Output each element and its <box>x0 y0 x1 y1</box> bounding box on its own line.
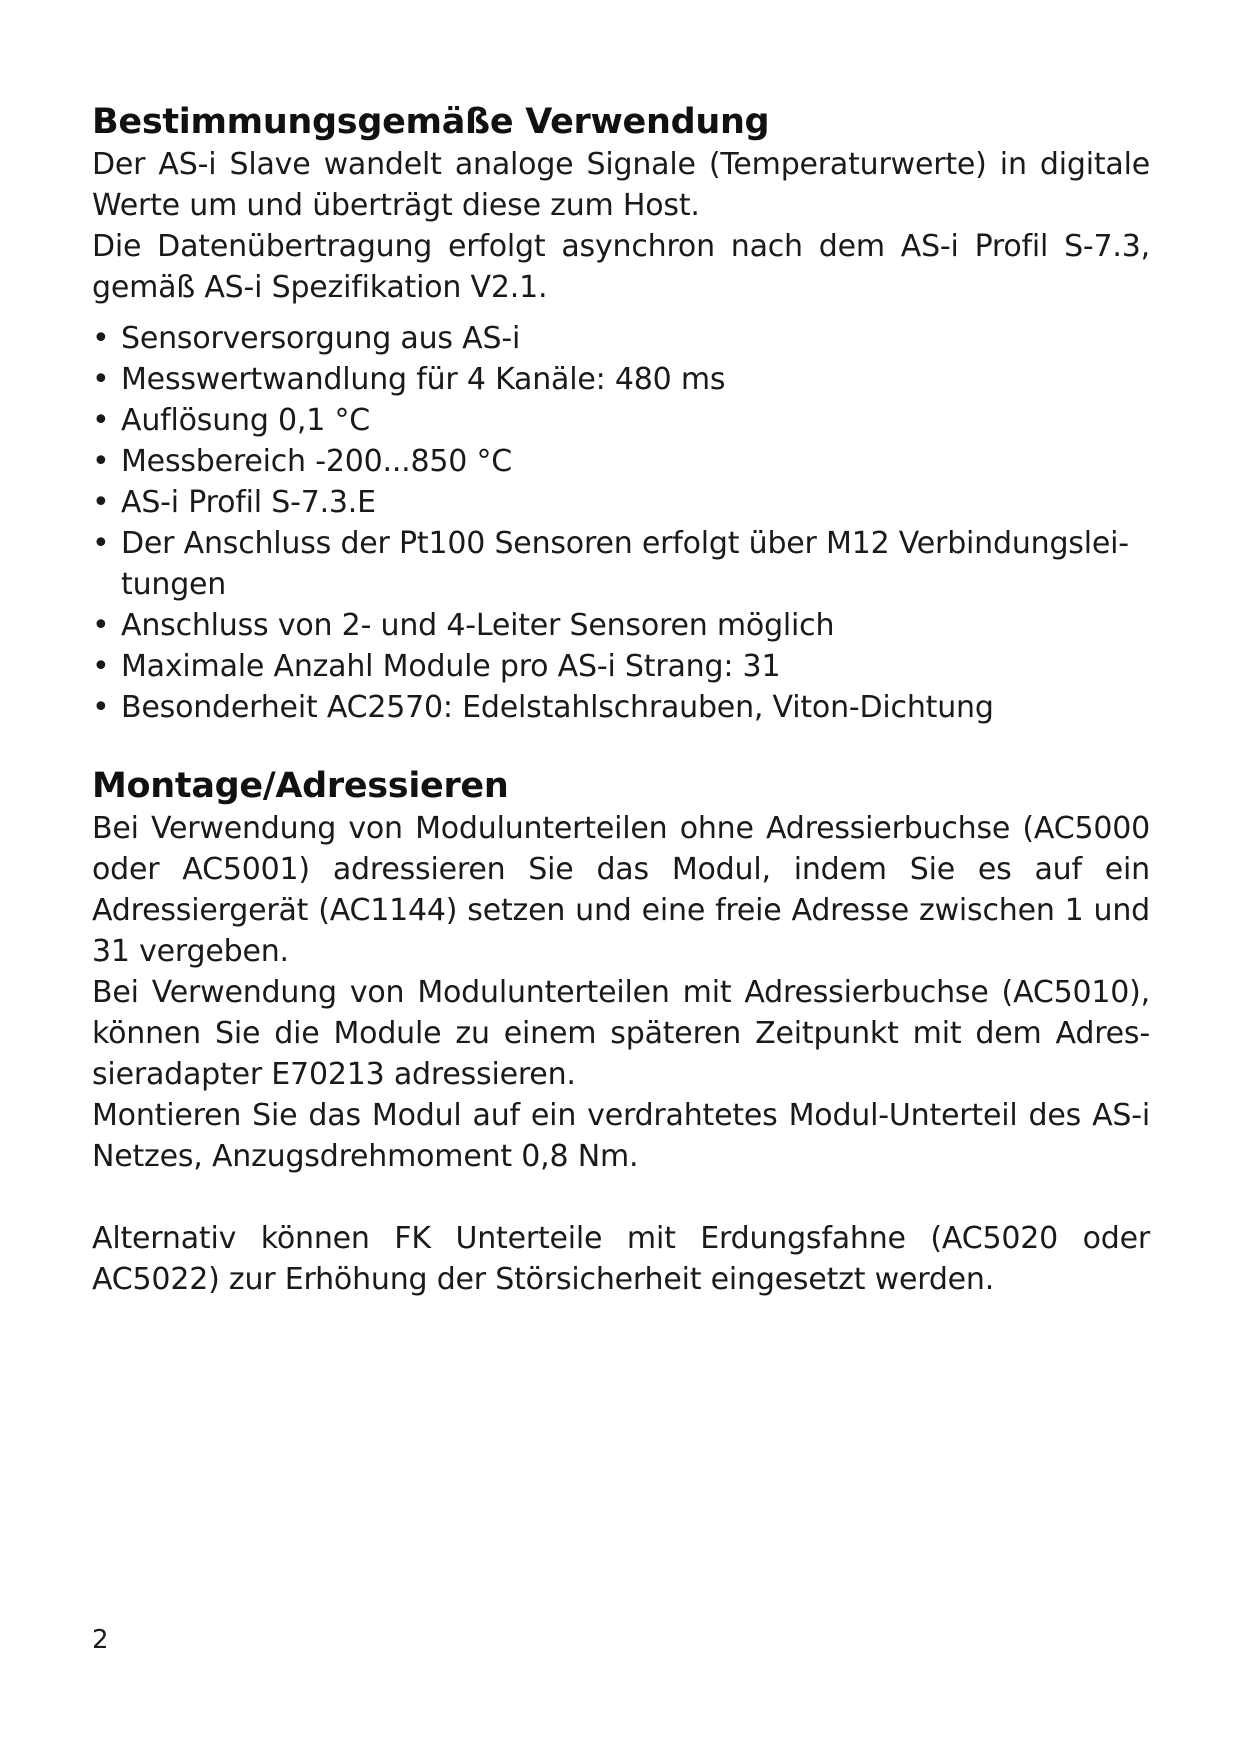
spacer <box>92 1177 1150 1218</box>
document-page <box>92 100 1150 1300</box>
list-item: • AS-i Profil S-7.3.E <box>92 482 1150 523</box>
list-item: • Anschluss von 2- und 4-Leiter Sensoren möglich <box>92 605 1150 646</box>
paragraph-mounting: Montieren Sie das Modul auf ein verdrahtetes Modul-Unterteil des AS-i Netzes, Anzugsdrehmoment 0,8 Nm. <box>92 1098 1150 1174</box>
spacer <box>92 308 1150 318</box>
spacer <box>92 728 1150 764</box>
list-item: • Der Anschluss der Pt100 Sensoren erfolgt über M12 Verbindungslei- tungen <box>92 523 1150 605</box>
bullet-icon: • <box>92 608 110 643</box>
bullet-icon: • <box>92 321 110 356</box>
list-item: • Maximale Anzahl Module pro AS-i Strang: 31 <box>92 646 1150 687</box>
bullet-icon: • <box>92 649 110 684</box>
section-intended-use <box>92 100 1150 728</box>
paragraph-data-transfer: Die Datenübertragung erfolgt asynchron nach dem AS-i Profil S-7.3, gemäß AS-i Spezifikation V2.1. <box>92 229 1150 305</box>
section-mounting-addressing <box>92 764 1150 1300</box>
bullet-icon: • <box>92 362 110 397</box>
bullet-icon: • <box>92 526 110 561</box>
page-number: 2 <box>92 1625 109 1655</box>
list-item: • Besonderheit AC2570: Edelstahlschrauben, Viton-Dichtung <box>92 687 1150 728</box>
section-heading-mounting: Montage/Adressieren <box>92 766 509 806</box>
list-item: • Sensorversorgung aus AS-i <box>92 318 1150 359</box>
section-heading-intended-use: Bestimmungsgemäße Verwendung <box>92 102 770 142</box>
feature-list <box>92 318 1150 728</box>
bullet-icon: • <box>92 485 110 520</box>
bullet-icon: • <box>92 690 110 725</box>
list-item: • Messbereich -200...850 °C <box>92 441 1150 482</box>
paragraph-addressing-with-socket: Bei Verwendung von Modulunterteilen mit Adressierbuchse (AC5010), können Sie die Module zu einem späteren Zeitpunkt mit dem Adres- sieradapter E70213 adressieren. <box>92 975 1150 1092</box>
list-item: • Auflösung 0,1 °C <box>92 400 1150 441</box>
paragraph-addressing-without-socket: Bei Verwendung von Modulunterteilen ohne Adressierbuchse (AC5000 oder AC5001) adressieren Sie das Modul, indem Sie es auf ein Adressiergerät (AC1144) setzen und eine freie Adresse zwischen 1 und 31 vergeben. <box>92 811 1150 969</box>
list-item: • Messwertwandlung für 4 Kanäle: 480 ms <box>92 359 1150 400</box>
paragraph-alternative-bases: Alternativ können FK Unterteile mit Erdungsfahne (AC5020 oder AC5022) zur Erhöhung der Störsicherheit eingesetzt werden. <box>92 1221 1150 1297</box>
bullet-icon: • <box>92 444 110 479</box>
bullet-icon: • <box>92 403 110 438</box>
paragraph-function: Der AS-i Slave wandelt analoge Signale (Temperaturwerte) in digitale Werte um und überträgt diese zum Host. <box>92 147 1150 223</box>
